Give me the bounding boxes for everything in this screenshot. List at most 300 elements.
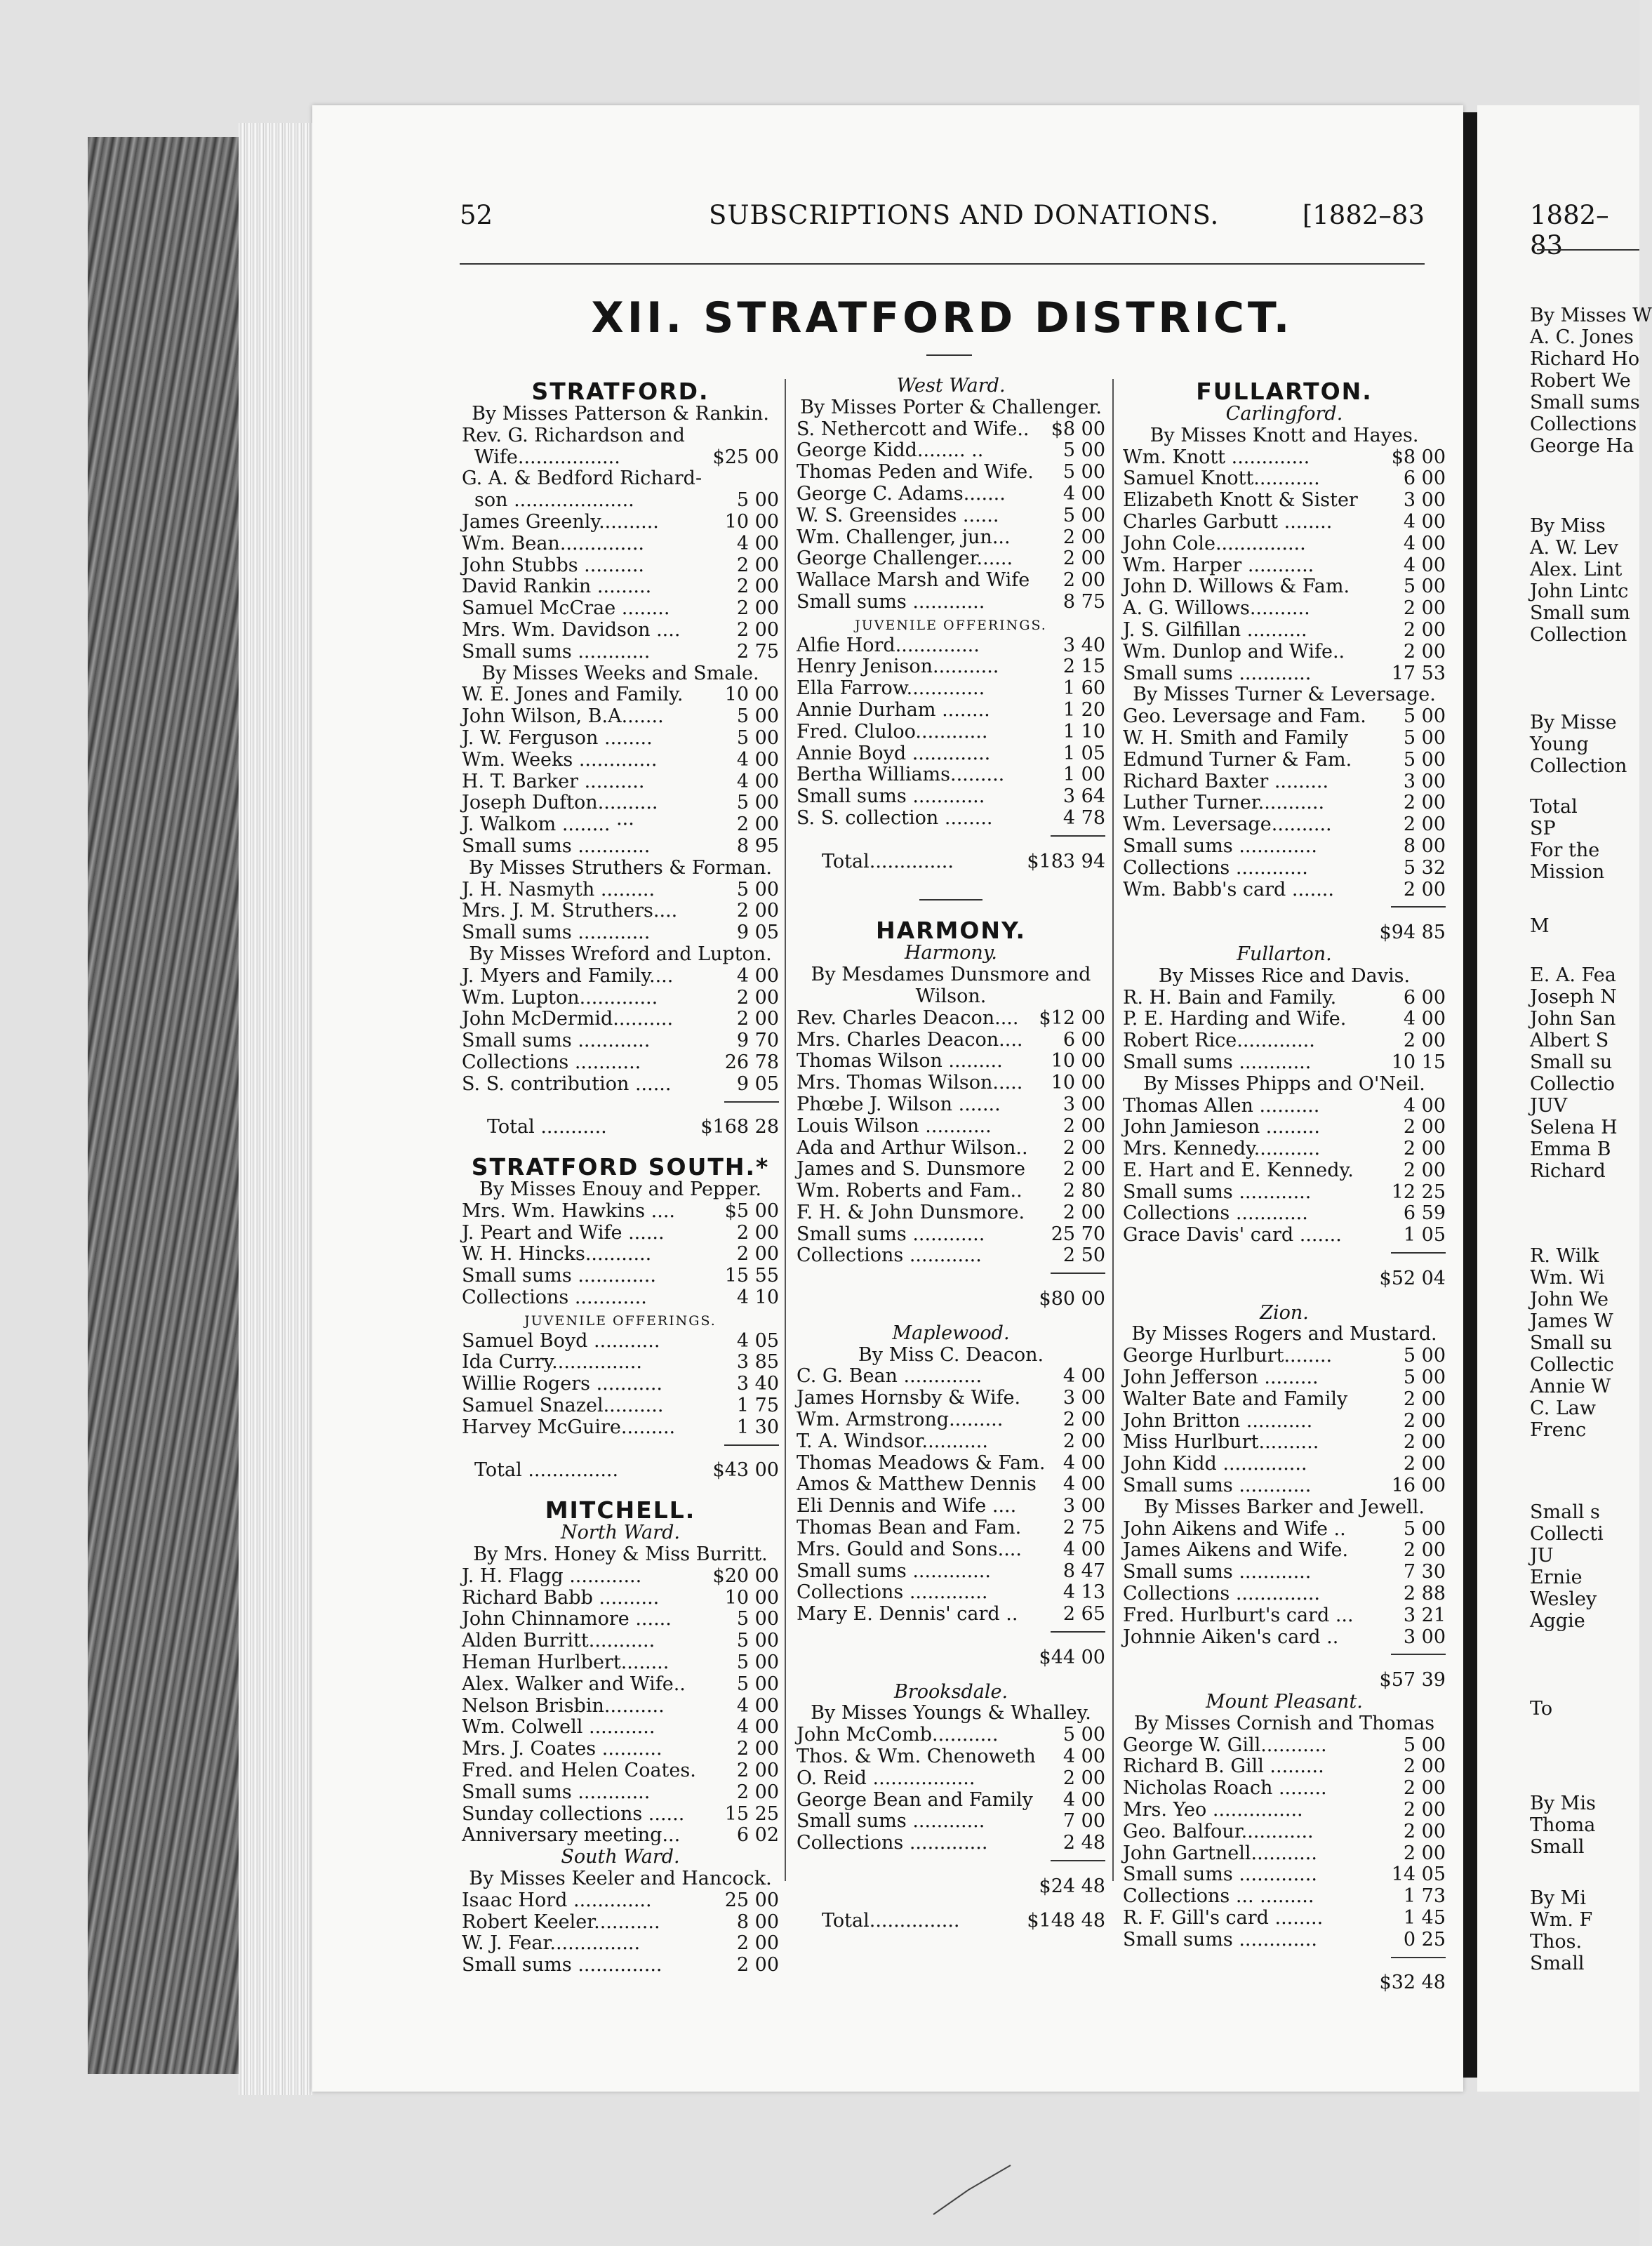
donation-row: [797, 1474, 1105, 1496]
donation-row: [797, 1876, 1105, 1898]
donation-amount: 5 00: [736, 726, 779, 749]
donation-amount: 2 00: [1403, 792, 1446, 814]
donation-row: [462, 642, 779, 663]
donation-amount: 2 00: [1403, 1820, 1446, 1842]
donation-row: [797, 1388, 1105, 1409]
donation-amount: 1 45: [1403, 1906, 1446, 1929]
donor-name: John Jamieson .........: [1123, 1116, 1320, 1138]
donation-row: [462, 1030, 779, 1052]
section-subheading: Maplewood.: [892, 1322, 1010, 1344]
donation-amount: 5 00: [736, 1608, 779, 1630]
donor-name: Thomas Wilson .........: [797, 1050, 1003, 1072]
section-subheading: Fullarton.: [1237, 943, 1332, 965]
donor-name: W. H. Smith and Family: [1123, 726, 1348, 749]
donation-amount: 3 21: [1403, 1604, 1446, 1626]
facing-page-line: By Misses W: [1530, 305, 1652, 326]
donor-name: Thomas Allen ..........: [1123, 1094, 1320, 1117]
donation-amount: 1 10: [1063, 720, 1105, 743]
donation-amount: 2 00: [1403, 618, 1446, 641]
donor-name: John Stubbs ..........: [462, 554, 645, 576]
donor-name: Wm. Harper ...........: [1123, 554, 1314, 576]
donation-amount: 2 15: [1063, 656, 1105, 678]
facing-page-line: Wm. F: [1530, 1909, 1593, 1931]
donation-row: [462, 1287, 779, 1309]
donation-amount: 26 78: [724, 1051, 779, 1073]
donor-name: Small sums ............: [462, 1781, 651, 1803]
donor-name: Samuel Boyd ...........: [462, 1329, 660, 1352]
donor-name: Richard Babb ..........: [462, 1586, 660, 1609]
donation-row: [797, 635, 1105, 657]
donor-name: Collections .............: [797, 1832, 988, 1854]
section-subheading: West Ward.: [896, 375, 1006, 397]
column-divider-1: [785, 379, 786, 1881]
donation-row: [462, 1117, 779, 1138]
donation-row: [462, 1696, 779, 1717]
donor-name: Small sums .............: [1123, 1863, 1317, 1886]
donation-row: [797, 440, 1105, 462]
donor-name: Wm. Bean..............: [462, 532, 644, 554]
donor-name: George Kidd........ ..: [797, 439, 984, 462]
facing-page-line: Total: [1530, 796, 1578, 818]
donation-amount: $5 00: [724, 1200, 779, 1222]
facing-page-line: By Mi: [1530, 1887, 1586, 1909]
sum-rule: [797, 1854, 1105, 1876]
donor-name: Miss Hurlburt..........: [1123, 1431, 1319, 1454]
column-right: [1123, 376, 1446, 1994]
donor-name: G. A. & Bedford Richard-: [462, 467, 702, 490]
donation-row: [1123, 771, 1446, 793]
running-title: SUBSCRIPTIONS AND DONATIONS.: [709, 200, 1220, 230]
donation-row: [462, 1955, 779, 1976]
donation-amount: 2 00: [736, 1760, 779, 1782]
donor-name: Richard B. Gill .........: [1123, 1755, 1324, 1778]
donation-row: [462, 1223, 779, 1244]
donation-amount: 14 05: [1391, 1863, 1446, 1886]
sum-rule-line: [724, 1101, 779, 1103]
donation-row: [1123, 1160, 1446, 1182]
donor-name: Eli Dennis and Wife ....: [797, 1495, 1017, 1517]
donor-name: Small sums ............: [797, 1810, 985, 1833]
donor-name: Total ...............: [474, 1459, 619, 1482]
donation-amount: 5 00: [736, 1630, 779, 1652]
donation-amount: 2 00: [1403, 1159, 1446, 1181]
sum-rule-line: [1051, 1631, 1105, 1633]
donation-row: [797, 1409, 1105, 1431]
donation-amount: 15 25: [724, 1802, 779, 1825]
donation-row: [1123, 879, 1446, 901]
donation-row: [462, 1244, 779, 1265]
donor-name: James Hornsby & Wife.: [797, 1387, 1021, 1409]
donor-name: George Hurlburt........: [1123, 1345, 1333, 1367]
donation-row: [797, 1202, 1105, 1224]
sum-rule: [462, 1096, 779, 1117]
donation-amount: 4 00: [736, 1716, 779, 1739]
donor-name: John Kidd ..............: [1123, 1453, 1307, 1475]
donor-name: A. G. Willows..........: [1123, 597, 1310, 620]
donation-amount: 2 00: [1403, 1431, 1446, 1454]
donation-amount: 2 00: [736, 813, 779, 836]
donation-row: [797, 1366, 1105, 1388]
donation-row: [1123, 1367, 1446, 1389]
donation-amount: 4 00: [1063, 1451, 1105, 1474]
donation-row: [462, 1609, 779, 1630]
donation-amount: 2 00: [1063, 1409, 1105, 1431]
section-subheading: North Ward.: [561, 1522, 680, 1544]
sum-rule: [1123, 1951, 1446, 1973]
donor-name: R. H. Bain and Family.: [1123, 986, 1337, 1009]
section-heading: HARMONY.: [875, 917, 1027, 945]
donation-row: [1123, 1009, 1446, 1030]
donation-row: [462, 1825, 779, 1847]
donor-name: J. S. Gilfillan ..........: [1123, 618, 1307, 641]
donation-amount: 5 00: [1063, 461, 1105, 484]
donor-name: Wm. Leversage..........: [1123, 813, 1332, 836]
donor-name: Edmund Turner & Fam.: [1123, 748, 1352, 771]
donation-row: [462, 684, 779, 706]
donation-row: [462, 468, 779, 490]
facing-page-line: Small s: [1530, 1501, 1600, 1523]
collectors-line: By Misses Patterson & Rankin.: [472, 403, 769, 425]
donor-name: Total..............: [822, 850, 954, 872]
facing-page-line: John Lintc: [1530, 580, 1629, 602]
sum-rule-line: [1391, 906, 1446, 908]
donation-amount: 2 00: [1063, 1158, 1105, 1181]
facing-page-line: R. Wilk: [1530, 1245, 1599, 1267]
donation-row: [1123, 922, 1446, 944]
donation-row: [1123, 1908, 1446, 1929]
donation-row: [1123, 1605, 1446, 1627]
donor-name: Richard Baxter .........: [1123, 770, 1329, 792]
donor-name: Amos & Matthew Dennis: [797, 1473, 1037, 1496]
donation-amount: 2 00: [1063, 569, 1105, 592]
donation-amount: 2 00: [1403, 1777, 1446, 1800]
donation-amount: 15 55: [724, 1265, 779, 1287]
donor-name: Bertha Williams.........: [797, 764, 1005, 786]
facing-page-line: Richard: [1530, 1160, 1606, 1182]
donation-amount: 3 00: [1403, 770, 1446, 792]
donation-row: [797, 1911, 1105, 1932]
donor-name: Thomas Bean and Fam.: [797, 1517, 1022, 1539]
donor-name: John Jefferson .........: [1123, 1367, 1319, 1389]
facing-page-line: JUV: [1530, 1095, 1568, 1117]
donation-amount: 5 00: [736, 705, 779, 728]
donation-row: [1123, 1800, 1446, 1821]
donor-name: Mrs. J. Coates ..........: [462, 1738, 662, 1760]
donor-name: John Aikens and Wife ..: [1123, 1517, 1346, 1540]
donation-row: [462, 1265, 779, 1287]
juvenile-offerings-label: JUVENILE OFFERINGS.: [855, 617, 1047, 633]
running-year: [1882–83: [1302, 200, 1425, 230]
donor-name: George Challenger......: [797, 547, 1013, 570]
donation-amount: 2 00: [1403, 1799, 1446, 1821]
donation-row: [462, 1912, 779, 1934]
donor-name: John Gartnell...........: [1123, 1842, 1317, 1864]
donation-amount: 5 00: [1403, 576, 1446, 598]
donation-amount: 2 00: [736, 900, 779, 922]
donation-amount: 7 00: [1063, 1810, 1105, 1833]
donation-row: [1123, 1886, 1446, 1908]
page-number: 52: [460, 200, 493, 230]
donation-row: [1123, 728, 1446, 750]
donor-name: Collections ............: [797, 1244, 982, 1267]
collectors-line: Wilson.: [915, 985, 987, 1007]
section-subheading: Mount Pleasant.: [1206, 1691, 1363, 1713]
donor-name: Wm. Colwell ...........: [462, 1716, 655, 1739]
section-heading: STRATFORD SOUTH.*: [471, 1153, 770, 1181]
donor-name: Small sums ............: [797, 590, 985, 613]
donation-row: [1123, 642, 1446, 663]
donation-row: [797, 1582, 1105, 1604]
sum-rule: [797, 1267, 1105, 1289]
facing-page-line: Annie W: [1530, 1376, 1611, 1397]
donation-amount: 25 70: [1051, 1223, 1105, 1245]
collectors-line: By Misses Rogers and Mustard.: [1131, 1323, 1437, 1345]
donation-row: [1123, 490, 1446, 512]
donation-amount: 2 00: [1403, 640, 1446, 663]
facing-page-line: Small su: [1530, 1332, 1613, 1354]
donation-row: [1123, 468, 1446, 490]
donation-amount: 5 32: [1403, 856, 1446, 879]
donation-row: [462, 792, 779, 814]
donation-row: [797, 1725, 1105, 1746]
donation-amount: $57 39: [1379, 1669, 1446, 1692]
donation-amount: 3 85: [736, 1351, 779, 1374]
donation-row: [462, 1782, 779, 1804]
donor-name: John Wilson, B.A.......: [462, 705, 664, 728]
donation-row: [1123, 1519, 1446, 1541]
donor-name: Nelson Brisbin..........: [462, 1694, 665, 1717]
donor-name: J. Peart and Wife ......: [462, 1221, 665, 1244]
donor-name: T. A. Windsor...........: [797, 1430, 988, 1452]
donor-name: J. Myers and Family....: [462, 964, 674, 987]
facing-page-line: A. C. Jones: [1530, 326, 1634, 348]
donation-amount: $183 94: [1027, 850, 1105, 872]
donor-name: J. H. Flagg ............: [462, 1564, 642, 1587]
donation-amount: 4 05: [736, 1329, 779, 1352]
facing-page-line: Frenc: [1530, 1419, 1587, 1441]
donor-name: John Cole...............: [1123, 532, 1306, 554]
donation-amount: 4 00: [1063, 1538, 1105, 1560]
donation-amount: 2 00: [1403, 1116, 1446, 1138]
donation-amount: 6 00: [1063, 1028, 1105, 1051]
donation-row: [797, 570, 1105, 592]
header-rule: [460, 263, 1425, 265]
donation-row: [1123, 533, 1446, 555]
donation-row: [1123, 1411, 1446, 1433]
facing-page-line: Robert We: [1530, 370, 1631, 392]
donation-amount: 5 00: [1063, 504, 1105, 526]
facing-page-line: M: [1530, 915, 1550, 937]
donation-amount: 4 00: [1063, 1365, 1105, 1388]
donor-name: Walter Bate and Family: [1123, 1388, 1348, 1410]
donation-row: [797, 1561, 1105, 1583]
donation-row: [797, 1768, 1105, 1790]
spacer: [1123, 1290, 1446, 1303]
donor-name: Ella Farrow.............: [797, 677, 985, 700]
donation-amount: 2 00: [736, 618, 779, 641]
sum-rule-line: [1391, 1654, 1446, 1655]
donor-name: Samuel McCrae ........: [462, 597, 670, 620]
collectors-line: By Misses Weeks and Smale.: [481, 662, 759, 684]
donation-row: [1123, 1138, 1446, 1160]
donation-amount: 2 00: [1063, 1115, 1105, 1137]
spacer: [797, 1669, 1105, 1682]
section-subheading: South Ward.: [561, 1846, 680, 1868]
donor-name: Collections ............: [1123, 1202, 1308, 1225]
donation-row: [797, 851, 1105, 873]
facing-page-line: By Misse: [1530, 712, 1617, 733]
donation-row: [797, 1181, 1105, 1202]
section-heading: FULLARTON.: [1196, 378, 1373, 405]
donor-name: Mrs. J. M. Struthers....: [462, 900, 678, 922]
facing-page-line: Emma B: [1530, 1138, 1611, 1160]
facing-page-line: To: [1530, 1698, 1553, 1720]
donor-name: Small sums ............: [1123, 1475, 1312, 1497]
donation-amount: 17 53: [1391, 662, 1446, 684]
donation-amount: 5 00: [736, 1652, 779, 1674]
donor-name: Small sums .............: [1123, 1928, 1317, 1951]
sum-rule-line: [1051, 1860, 1105, 1861]
collectors-line: By Misses Turner & Leversage.: [1133, 684, 1436, 706]
donation-amount: 2 00: [1063, 1767, 1105, 1789]
sum-rule: [1123, 1247, 1446, 1268]
donation-row: [1123, 1821, 1446, 1843]
donation-amount: 2 48: [1063, 1832, 1105, 1854]
donation-row: [462, 1460, 779, 1482]
donation-amount: 1 05: [1403, 1224, 1446, 1247]
donation-amount: 2 00: [736, 554, 779, 576]
donation-row: [797, 419, 1105, 441]
donation-row: [462, 1652, 779, 1674]
donation-amount: 2 00: [736, 576, 779, 598]
donation-amount: 4 00: [1403, 1094, 1446, 1117]
donor-name: J. H. Nasmyth .........: [462, 878, 655, 901]
donation-row: [797, 1811, 1105, 1833]
donor-name: Collections ...........: [462, 1051, 641, 1073]
facing-page-line: George Ha: [1530, 435, 1634, 457]
donation-amount: 3 64: [1063, 785, 1105, 808]
donation-row: [797, 462, 1105, 484]
donation-amount: $24 48: [1039, 1875, 1105, 1897]
donor-name: C. G. Bean .............: [797, 1365, 982, 1388]
donor-name: Small sums .............: [797, 1560, 991, 1582]
sum-rule-line: [1391, 1252, 1446, 1254]
donor-name: S. Nethercott and Wife..: [797, 418, 1030, 440]
facing-page-line: Collectio: [1530, 1073, 1616, 1095]
donation-amount: 4 00: [1063, 1746, 1105, 1768]
donation-amount: 5 00: [736, 489, 779, 512]
donation-row: [462, 1566, 779, 1588]
donation-row: [462, 1417, 779, 1439]
donation-amount: 2 00: [1403, 1030, 1446, 1052]
donation-row: [1123, 836, 1446, 858]
donation-amount: 2 00: [736, 1781, 779, 1803]
donation-row: [1123, 1117, 1446, 1138]
donor-name: Mrs. Yeo ...............: [1123, 1799, 1303, 1821]
donation-row: [1123, 1540, 1446, 1562]
donation-amount: 2 00: [1403, 813, 1446, 836]
donation-amount: 10 00: [724, 1586, 779, 1609]
donation-row: [797, 484, 1105, 505]
donor-name: R. F. Gill's card ........: [1123, 1906, 1324, 1929]
section-subheading: Carlingford.: [1225, 403, 1343, 425]
donation-amount: 5 00: [1063, 1724, 1105, 1746]
donation-amount: 4 00: [736, 532, 779, 554]
donation-amount: 4 00: [736, 1694, 779, 1717]
donation-amount: 4 00: [1063, 1473, 1105, 1496]
donation-row: [797, 743, 1105, 765]
donation-row: [1123, 1843, 1446, 1865]
donor-name: Sunday collections ......: [462, 1802, 685, 1825]
facing-page-line: Small sums: [1530, 392, 1640, 413]
donation-amount: $80 00: [1039, 1288, 1105, 1310]
donor-name: Collections ..............: [1123, 1583, 1321, 1605]
donation-row: [1123, 1670, 1446, 1692]
donation-amount: 2 00: [1403, 1755, 1446, 1778]
sum-rule: [1123, 1648, 1446, 1670]
donor-name: S. S. contribution ......: [462, 1072, 672, 1095]
donation-row: [797, 1647, 1105, 1669]
donation-row: [1123, 750, 1446, 771]
donor-name: John Chinnamore ......: [462, 1608, 672, 1630]
donor-name: Wm. Dunlop and Wife..: [1123, 640, 1345, 663]
facing-page-line: Thos.: [1530, 1931, 1583, 1953]
donor-name: W. H. Hincks...........: [462, 1243, 652, 1265]
donor-name: Rev. G. Richardson and: [462, 424, 685, 446]
donation-row: [462, 1374, 779, 1395]
spacer: [797, 872, 1105, 892]
donation-row: [462, 447, 779, 469]
donor-name: Small sums .............: [1123, 835, 1317, 857]
donation-amount: 5 00: [1403, 1734, 1446, 1756]
donor-name: Mrs. Charles Deacon....: [797, 1028, 1023, 1051]
donation-row: [1123, 858, 1446, 879]
facing-page-line: E. A. Fea: [1530, 964, 1616, 986]
donation-row: [797, 1746, 1105, 1768]
donation-row: [1123, 1432, 1446, 1454]
donation-row: [462, 1933, 779, 1955]
donation-row: [462, 706, 779, 728]
donation-amount: 5 00: [1063, 439, 1105, 462]
donor-name: Thos. & Wm. Chenoweth: [797, 1746, 1036, 1768]
donation-amount: $148 48: [1027, 1909, 1105, 1932]
page-edges: [239, 123, 312, 2095]
donation-row: [462, 750, 779, 771]
donor-name: Small sums ............: [1123, 1561, 1312, 1583]
donation-row: [797, 722, 1105, 743]
donor-name: Mrs. Wm. Hawkins ....: [462, 1200, 676, 1222]
facing-page-line: Aggie: [1530, 1610, 1585, 1632]
donation-amount: 2 00: [736, 1954, 779, 1976]
donor-name: Wallace Marsh and Wife: [797, 569, 1030, 592]
facing-page-line: C. Law: [1530, 1397, 1596, 1419]
donation-amount: 6 00: [1403, 467, 1446, 490]
donation-row: [797, 1496, 1105, 1517]
donation-amount: 1 60: [1063, 677, 1105, 700]
donation-row: [462, 533, 779, 555]
donor-name: Mrs. Thomas Wilson.....: [797, 1072, 1023, 1094]
donation-amount: $20 00: [712, 1564, 779, 1587]
donor-name: Mrs. Gould and Sons....: [797, 1538, 1022, 1560]
donation-amount: 3 00: [1403, 489, 1446, 512]
donor-name: Annie Durham ........: [797, 698, 990, 721]
donation-row: [1123, 1562, 1446, 1583]
donor-name: Nicholas Roach ........: [1123, 1777, 1327, 1800]
donation-row: [1123, 1389, 1446, 1411]
facing-page-line: Small: [1530, 1836, 1585, 1858]
donation-row: [462, 1009, 779, 1030]
collectors-line: By Misses Youngs & Whalley.: [811, 1702, 1091, 1725]
